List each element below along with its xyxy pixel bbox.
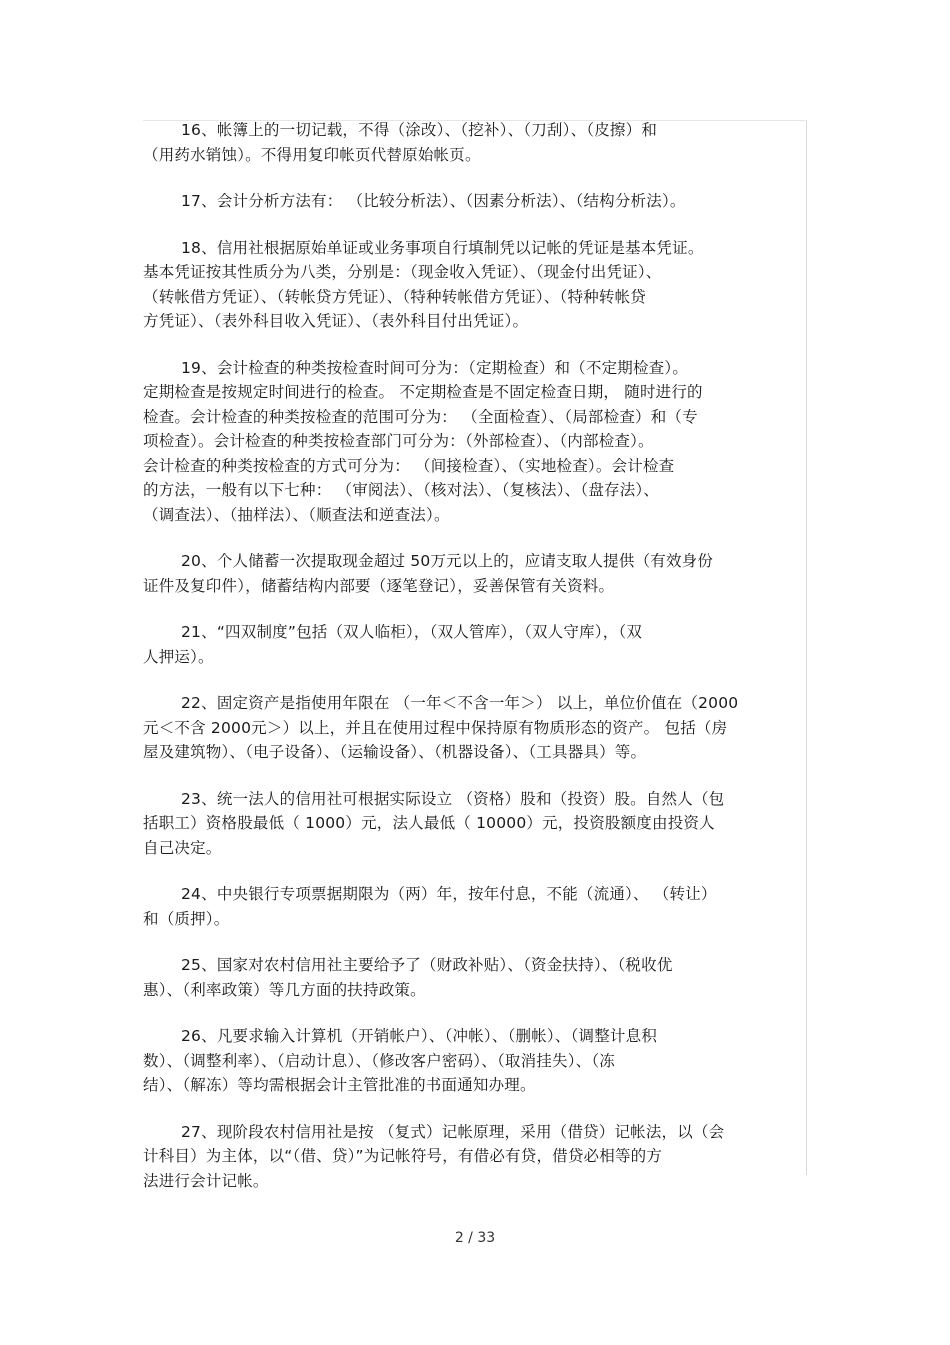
text-line: 基本凭证按其性质分为八类，分别是：（现金收入凭证）、（现金付出凭证）、 xyxy=(143,263,662,281)
text-line: 元＜不含 2000元＞）以上，并且在使用过程中保持原有物质形态的资产。 包括（房 xyxy=(143,718,728,737)
paragraph-27 xyxy=(143,1120,807,1194)
text-line: 数）、（调整利率）、（启动计息）、（修改客户密码）、（取消挂失）、（冻 xyxy=(143,1051,616,1070)
page-number: 2 / 33 xyxy=(454,1230,496,1246)
text-line: 方凭证）、（表外科目收入凭证）、（表外科目付出凭证）。 xyxy=(143,312,529,330)
text-line: 项检查）。会计检查的种类按检查部门可分为：（外部检查）、（内部检查）。 xyxy=(143,432,654,450)
text-line: 证件及复印件），储蓄结构内部要（逐笔登记），妥善保管有关资料。 xyxy=(143,576,615,595)
text-line: 屋及建筑物）、（电子设备）、（运输设备）、（机器设备）、（工具器具）等。 xyxy=(143,743,647,761)
paragraph-22 xyxy=(143,691,807,765)
document-body xyxy=(143,118,807,1215)
text-line: 23、统一法人的信用社可根据实际设立 （资格）股和（投资）股。自然人（包 xyxy=(181,789,725,808)
text-line: 20、个人储蓄一次提取现金超过 50万元以上的，应请支取人提供（有效身份 xyxy=(181,552,714,570)
text-line: （转帐借方凭证）、（转帐贷方凭证）、（特种转帐借方凭证）、（特种转帐贷 xyxy=(143,287,647,306)
text-line: 括职工）资格股最低（ 1000）元，法人最低（ 10000）元，投资股额度由投资人 xyxy=(143,814,715,832)
text-line: 法进行会计记帐。 xyxy=(143,1171,269,1190)
paragraph-19 xyxy=(143,356,807,528)
paragraph-23 xyxy=(143,787,807,861)
text-line: 检查。会计检查的种类按检查的范围可分为： （全面检查）、（局部检查）和（专 xyxy=(143,407,698,426)
text-line: 定期检查是按规定时间进行的检查。 不定期检查是不固定检查日期， 随时进行的 xyxy=(143,383,703,401)
paragraph-26 xyxy=(143,1024,807,1098)
text-line: 结）、（解冻）等均需根据会计主管批准的书面通知办理。 xyxy=(143,1076,536,1094)
text-line: 18、信用社根据原始单证或业务事项自行填制凭以记帐的凭证是基本凭证。 xyxy=(181,238,704,257)
text-line: 会计检查的种类按检查的方式可分为： （间接检查）、（实地检查）。会计检查 xyxy=(143,456,675,475)
text-line: （调查法）、（抽样法）、（顺查法和逆查法）。 xyxy=(143,505,450,524)
text-line: 17、会计分析方法有： （比较分析法）、（因素分析法）、（结构分析法）。 xyxy=(181,192,686,210)
text-line: 和（质押）。 xyxy=(143,909,230,928)
text-line: 计科目）为主体，以“（借、贷）”为记帐符号，有借必有贷，借贷必相等的方 xyxy=(143,1147,663,1165)
text-line: 自己决定。 xyxy=(143,838,222,857)
paragraph-16 xyxy=(143,118,807,167)
text-line: 24、中央银行专项票据期限为（两）年，按年付息，不能（流通）、 （转让） xyxy=(181,885,717,903)
paragraph-20 xyxy=(143,549,807,598)
paragraph-17 xyxy=(143,189,807,214)
text-line: 27、现阶段农村信用社是按 （复式）记帐原理，采用（借贷）记帐法，以（会 xyxy=(181,1122,725,1141)
text-line: 惠）、（利率政策）等几方面的扶持政策。 xyxy=(143,980,426,999)
text-line: 人押运）。 xyxy=(143,647,214,666)
text-line: （用药水销蚀）。不得用复印帐页代替原始帐页。 xyxy=(143,145,481,164)
paragraph-24 xyxy=(143,882,807,931)
text-line: 19、会计检查的种类按检查时间可分为：（定期检查）和（不定期检查）。 xyxy=(181,358,689,377)
text-line: 22、固定资产是指使用年限在 （一年＜不含一年＞） 以上，单位价值在（2000 xyxy=(181,694,739,712)
text-line: 25、国家对农村信用社主要给予了（财政补贴）、（资金扶持）、（税收优 xyxy=(181,956,673,974)
paragraph-25 xyxy=(143,953,807,1002)
text-line: 的方法，一般有以下七种： （审阅法）、（核对法）、（复核法）、（盘存法）、 xyxy=(143,481,660,499)
text-line: 16、帐簿上的一切记载，不得（涂改）、（挖补）、（刀刮）、（皮擦）和 xyxy=(181,121,658,139)
paragraph-21 xyxy=(143,620,807,669)
text-line: 21、“四双制度”包括（双人临柜），（双人管库），（双人守库），（双 xyxy=(181,623,643,641)
paragraph-18 xyxy=(143,236,807,334)
text-line: 26、凡要求输入计算机（开销帐户）、（冲帐）、（删帐）、（调整计息积 xyxy=(181,1027,658,1045)
